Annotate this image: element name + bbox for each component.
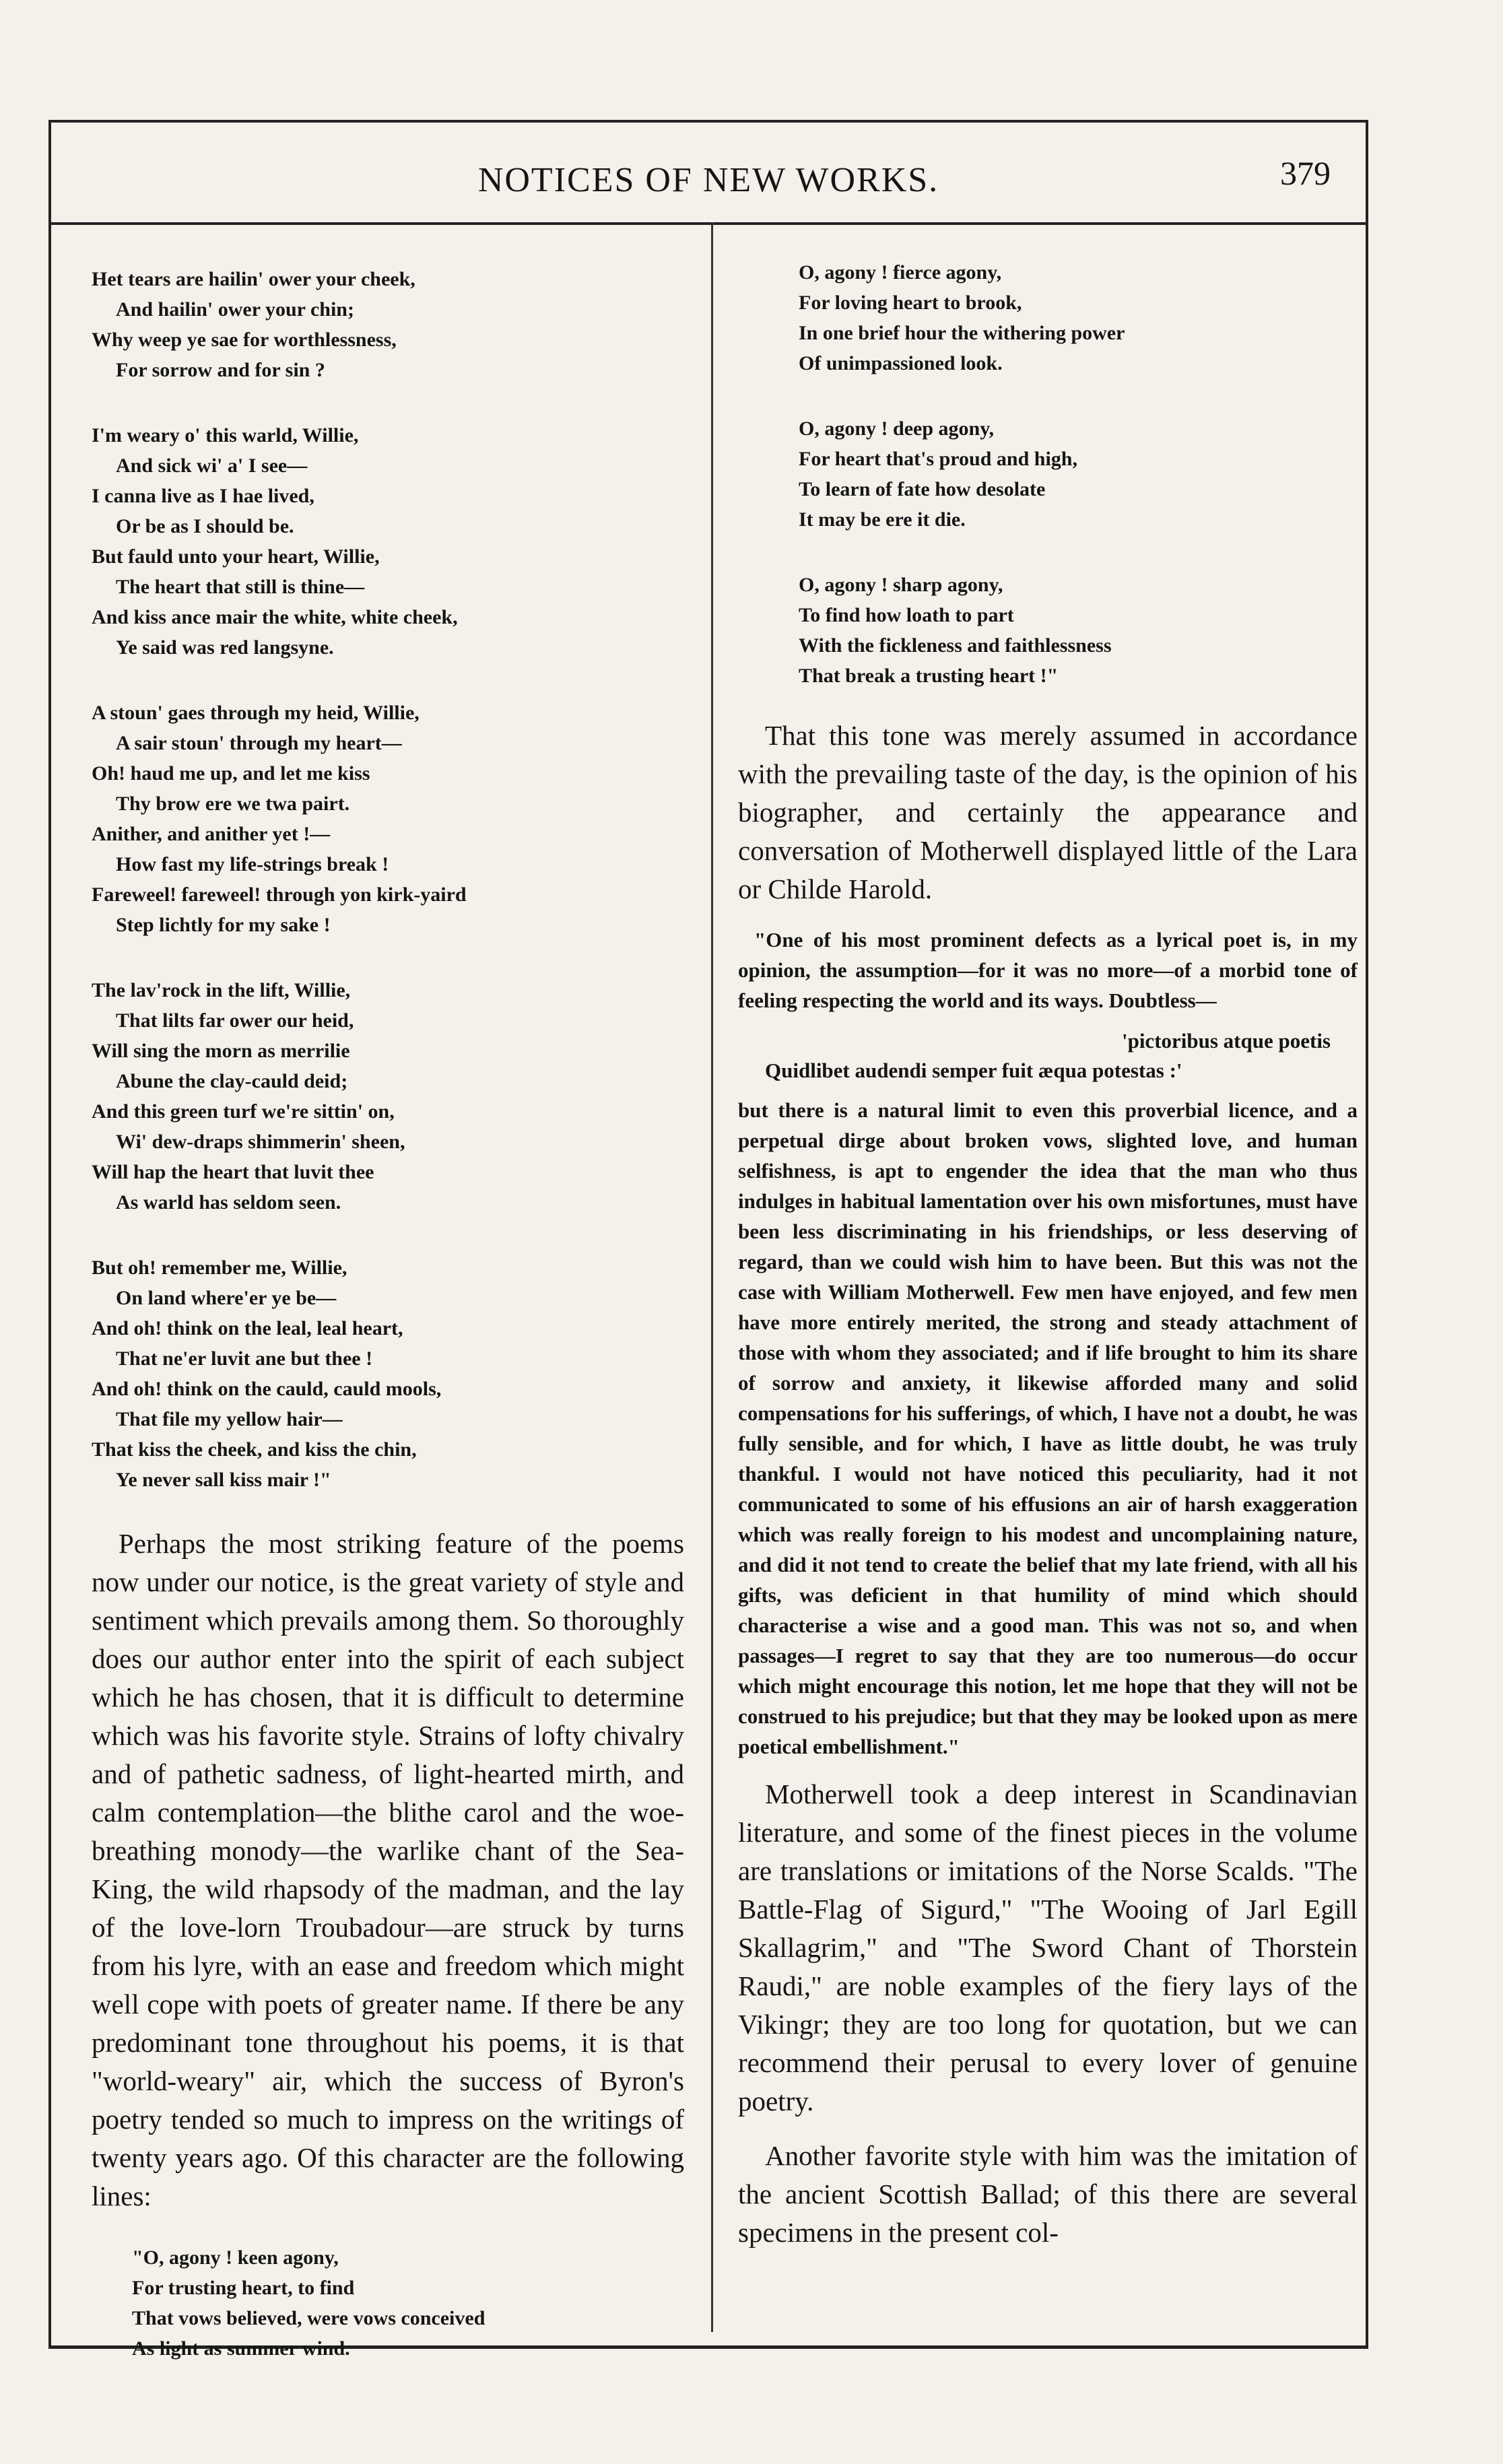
verse-line: But fauld unto your heart, Willie, — [92, 545, 380, 568]
right-poem — [738, 257, 1358, 691]
left-poem — [92, 264, 684, 1495]
verse-line: Wi' dew-draps shimmerin' sheen, — [116, 1131, 405, 1153]
verse-line: Will sing the morn as merrilie — [92, 1040, 350, 1062]
running-header — [51, 123, 1366, 225]
verse-line: A sair stoun' through my heart— — [116, 732, 402, 754]
verse-line: Oh! haud me up, and let me kiss — [92, 762, 370, 785]
verse-line: That file my yellow hair— — [116, 1408, 343, 1430]
verse-line: Or be as I should be. — [116, 515, 294, 537]
verse-line: Anither, and anither yet !— — [92, 823, 331, 845]
verse-line: To learn of fate how desolate — [799, 478, 1046, 500]
verse-line: That lilts far ower our heid, — [116, 1009, 354, 1032]
column-divider — [711, 222, 713, 2332]
latin-quote-line: 'pictoribus atque poetis — [1121, 1029, 1331, 1053]
verse-line: For loving heart to brook, — [799, 292, 1022, 314]
verse-line: Ye said was red langsyne. — [116, 636, 334, 659]
verse-line: With the fickleness and faithlessness — [799, 634, 1112, 657]
verse-line: In one brief hour the withering power — [799, 322, 1125, 344]
verse-line: A stoun' gaes through my heid, Willie, — [92, 702, 420, 724]
verse-line: "O, agony ! keen agony, — [132, 2246, 339, 2269]
agony-stanza-keen — [92, 2242, 684, 2364]
verse-line: The lav'rock in the lift, Willie, — [92, 979, 351, 1001]
verse-line: And this green turf we're sittin' on, — [92, 1100, 395, 1123]
verse-line: O, agony ! deep agony, — [799, 418, 995, 440]
verse-line: That ne'er luvit ane but thee ! — [116, 1347, 373, 1370]
poem-stanza — [92, 1253, 684, 1495]
quote-paragraph: but there is a natural limit to even this proverbial licence, and a perpetual dirge about broken vows, slighted love, and human selfishness, is apt to engender the idea that the man who thus indulges in habitual lamentation over his own misfortunes, must have been less discriminating in his friendships, or less deserving of regard, than we could wish him to have been. But this was not the case with William Motherwell. Few men have enjoyed, and few men have more entirely merited, the strong and steady attachment of those with whom they associated; and if life brought to him its share of sorrow and anxiety, it likewise afforded many and solid compensations for his sufferings, of which, I have not a doubt, he was fully sensible, and for which, I have as little doubt, he was truly thankful. I would not have noticed this peculiarity, had it not communicated to some of his effusions an air of harsh exaggeration which was really foreign to his modest and uncomplaining nature, and did it not tend to create the belief that my late friend, with all his gifts, was deficient in that humility of mind which should characterise a wise and a good man. This was not so, and when passages—I regret to say that they are too numerous—do occur which might encourage this notion, let me hope that they will not be construed to his prejudice; but that they may be looked upon as mere poetical embellishment." — [738, 1098, 1358, 1758]
page-number: 379 — [1280, 154, 1331, 192]
prose-paragraph: That this tone was merely assumed in accordance with the prevailing taste of the day, is the opinion of his biographer, and certainly the appearance and conversation of Motherwell displayed little of the Lara or Childe Harold. — [738, 720, 1358, 904]
verse-line: For trusting heart, to find — [132, 2277, 355, 2299]
header-title: NOTICES OF NEW WORKS. — [477, 161, 939, 199]
latin-quote-line: Quidlibet audendi semper fuit æqua potestas :' — [765, 1059, 1182, 1082]
verse-line: But oh! remember me, Willie, — [92, 1257, 347, 1279]
verse-line: And kiss ance mair the white, white cheek, — [92, 606, 458, 628]
verse-line: That break a trusting heart !" — [799, 665, 1059, 687]
verse-line: Ye never sall kiss mair !" — [116, 1469, 331, 1491]
verse-line: O, agony ! sharp agony, — [799, 574, 1003, 596]
verse-line: And sick wi' a' I see— — [116, 455, 308, 477]
verse-line: As light as summer wind. — [132, 2337, 350, 2360]
verse-line: Of unimpassioned look. — [799, 352, 1003, 374]
poem-stanza — [92, 420, 684, 663]
prose-paragraph: Another favorite style with him was the imitation of the ancient Scottish Ballad; of this there are several specimens in the present col- — [738, 2140, 1358, 2248]
left-column — [92, 264, 684, 2399]
verse-line: Thy brow ere we twa pairt. — [116, 793, 350, 815]
page-frame — [48, 120, 1368, 2360]
verse-line: That vows believed, were vows conceived — [132, 2307, 486, 2329]
verse-line: Het tears are hailin' ower your cheek, — [92, 268, 415, 290]
verse-line: O, agony ! fierce agony, — [799, 261, 1002, 284]
verse-line: Step lichtly for my sake ! — [116, 914, 331, 936]
right-column — [738, 257, 1358, 2268]
verse-line: As warld has seldom seen. — [116, 1191, 341, 1213]
poem-stanza — [92, 698, 684, 940]
verse-line: To find how loath to part — [799, 604, 1014, 626]
verse-line: For heart that's proud and high, — [799, 448, 1077, 470]
verse-line: Why weep ye sae for worthlessness, — [92, 329, 397, 351]
verse-line: I canna live as I hae lived, — [92, 485, 314, 507]
verse-line: And oh! think on the cauld, cauld mools, — [92, 1378, 442, 1400]
verse-line: How fast my life-strings break ! — [116, 853, 389, 875]
poem-stanza — [92, 975, 684, 1218]
verse-line: For sorrow and for sin ? — [116, 359, 325, 381]
prose-paragraph: Motherwell took a deep interest in Scandinavian literature, and some of the finest pieces in the volume are translations or imitations of the Norse Scalds. "The Battle-Flag of Sigurd," "The Wooing of Jarl Egill Skallagrim," and "The Sword Chant of Thorstein Raudi," are noble examples of the fiery lays of the Vikingr; they are too long for quotation, but we can recommend their perusal to every lover of genuine poetry. — [738, 1778, 1358, 2117]
poem-stanza — [92, 264, 684, 385]
poem-stanza — [799, 257, 1358, 378]
verse-line: The heart that still is thine— — [116, 576, 365, 598]
verse-line: That kiss the cheek, and kiss the chin, — [92, 1438, 417, 1461]
verse-line: I'm weary o' this warld, Willie, — [92, 424, 359, 446]
poem-stanza — [799, 570, 1358, 691]
verse-line: Abune the clay-cauld deid; — [116, 1070, 348, 1092]
verse-line: And oh! think on the leal, leal heart, — [92, 1317, 403, 1339]
poem-stanza — [799, 413, 1358, 535]
verse-line: Fareweel! fareweel! through yon kirk-yaird — [92, 884, 467, 906]
verse-line: It may be ere it die. — [799, 508, 966, 531]
quote-paragraph: "One of his most prominent defects as a lyrical poet is, in my opinion, the assumption—for it was no more—of a morbid tone of feeling respecting the world and its ways. Doubtless— — [738, 928, 1358, 1012]
verse-line: On land where'er ye be— — [116, 1287, 337, 1309]
verse-line: Will hap the heart that luvit thee — [92, 1161, 374, 1183]
verse-line: And hailin' ower your chin; — [116, 298, 354, 321]
prose-paragraph: Perhaps the most striking feature of the poems now under our notice, is the great variety of style and sentiment which prevails among them. So thoroughly does our author enter into the spirit of each subject which he has chosen, that it is difficult to determine which was his favorite style. Strains of lofty chivalry and of pathetic sadness, of light-hearted mirth, and calm contemplation—the blithe carol and the woe-breathing monody—the warlike chant of the Sea-King, the wild rhapsody of the madman, and the lay of the love-lorn Troubadour—are struck by turns from his lyre, with an ease and freedom which might well cope with poets of greater name. If there be any predominant tone throughout his poems, it is that "world-weary" air, which the success of Byron's poetry tended so much to impress on the writings of twenty years ago. Of this character are the following lines: — [92, 1528, 684, 2211]
